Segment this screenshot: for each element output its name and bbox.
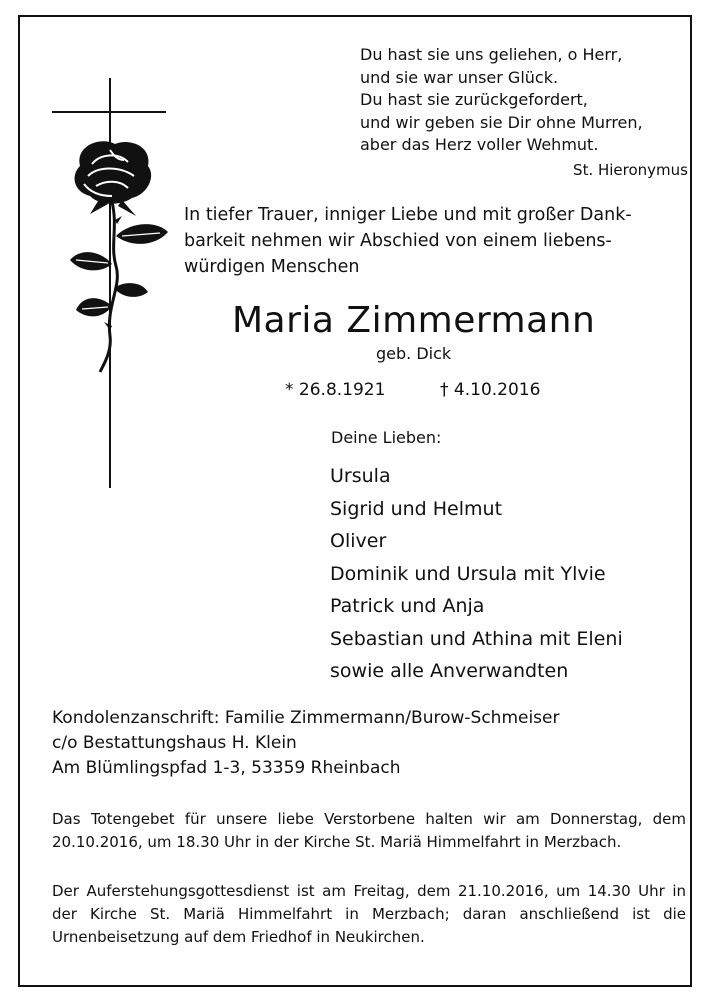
poem-line: aber das Herz voller Wehmut. (360, 135, 599, 154)
poem-line: und sie war unser Glück. (360, 67, 559, 87)
intro-line: würdigen Menschen (184, 257, 360, 277)
poem-line: Du hast sie zurückgefordert, (360, 90, 588, 109)
mourners-list (330, 460, 623, 688)
mourner-name: Oliver (330, 530, 387, 552)
poem-line: und wir geben sie Dir ohne Murren, (360, 112, 643, 132)
mourner-name: Dominik und Ursula mit Ylvie (330, 562, 606, 585)
poem-author: St. Hieronymus (573, 161, 688, 179)
rose-icon (60, 136, 180, 376)
mourner-name: Sebastian und Athina mit Eleni (330, 627, 623, 650)
intro-text (184, 202, 664, 280)
death-date: † 4.10.2016 (440, 380, 541, 400)
intro-line: barkeit nehmen wir Abschied von einem liebens- (184, 231, 612, 251)
poem-line: Du hast sie uns geliehen, o Herr, (360, 45, 623, 64)
birth-date: * 26.8.1921 (285, 380, 386, 400)
prayer-notice: Das Totengebet für unsere liebe Verstorbene halten wir am Donnerstag, dem 20.10.2016, um 18.30 Uhr in der Kirche St. Mariä Himmelfahrt in Merzbach. (52, 810, 686, 851)
intro-line: In tiefer Trauer, inniger Liebe und mit großer Dank- (184, 205, 632, 225)
mourner-name: Patrick und Anja (330, 595, 485, 617)
service-notice: Der Auferstehungsgottesdienst ist am Freitag, dem 21.10.2016, um 14.30 Uhr in der Kirche St. Mariä Himmelfahrt in Merzbach; daran anschließend ist die Urnenbeisetzung auf dem Friedhof in Neukirchen. (52, 882, 686, 946)
mourners-label: Deine Lieben: (331, 428, 442, 447)
address-line: Kondolenzanschrift: Familie Zimmermann/Burow-Schmeiser (52, 708, 560, 728)
maiden-name: geb. Dick (376, 344, 452, 363)
mourner-name: Sigrid und Helmut (330, 497, 503, 520)
deceased-name: Maria Zimmermann (232, 300, 596, 341)
condolence-address (52, 706, 560, 781)
mourner-name: sowie alle Anverwandten (330, 660, 569, 682)
mourner-name: Ursula (330, 465, 391, 487)
address-line: c/o Bestattungshaus H. Klein (52, 733, 297, 753)
poem (360, 44, 680, 157)
address-line: Am Blümlingspfad 1-3, 53359 Rheinbach (52, 758, 401, 778)
